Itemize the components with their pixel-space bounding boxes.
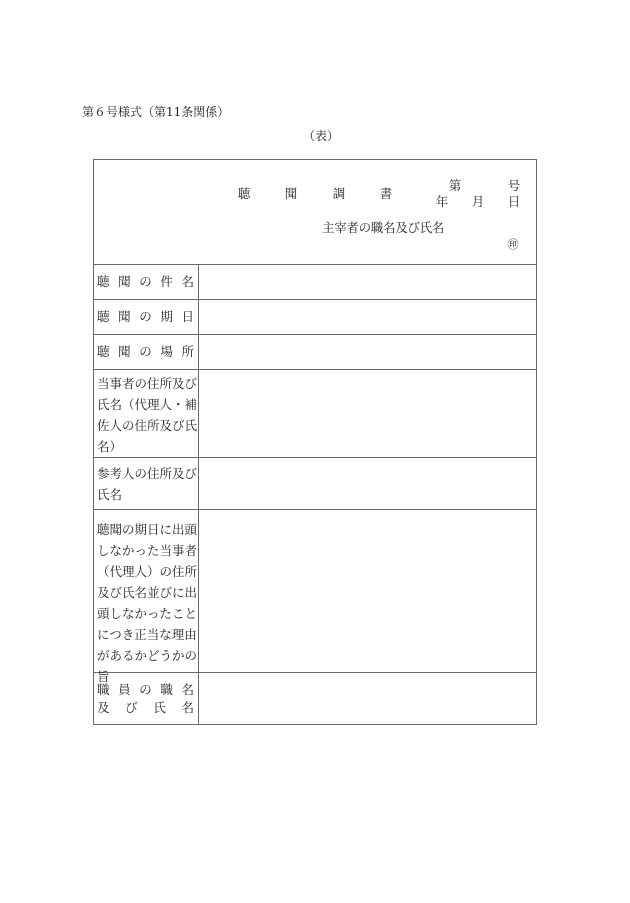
document-title-char: 書 [379, 186, 393, 201]
label-hearing-subject [97, 273, 195, 291]
label-line: 旨 [97, 669, 110, 684]
label-line: があるかどうかの [97, 648, 198, 663]
label-line: 頭しなかったこと [97, 606, 198, 621]
label-char: 聞 [118, 309, 131, 324]
document-title-char: 調 [332, 186, 346, 201]
label-char: 聴 [97, 274, 110, 289]
label-char: 及 [97, 700, 110, 715]
label-line: 聴聞の期日に出頭 [97, 522, 198, 537]
label-line: 名） [97, 439, 123, 454]
label-hearing-date [97, 308, 195, 326]
label-line: につき正当な理由 [97, 627, 197, 642]
label-line: 氏名 [97, 487, 123, 502]
document-title-char: 聴 [237, 186, 251, 201]
label-char: 所 [181, 344, 194, 359]
label-line: 及び氏名並びに出 [97, 585, 198, 600]
label-hearing-place [97, 343, 195, 361]
document-number-prefix: 第 [448, 178, 462, 193]
value-party-address-name[interactable] [199, 370, 536, 457]
label-char: 場 [160, 344, 173, 359]
label-line: しなかった当事者 [97, 543, 198, 558]
value-hearing-date[interactable] [199, 300, 536, 334]
value-absent-party-reason[interactable] [199, 510, 536, 672]
value-hearing-subject[interactable] [199, 265, 536, 299]
label-line: 当事者の住所及び [97, 376, 198, 391]
label-char: 名 [181, 682, 194, 697]
label-witness-address-name [97, 463, 198, 505]
label-char: 聞 [118, 274, 131, 289]
value-staff-title-name[interactable] [199, 673, 536, 724]
label-char: の [139, 274, 152, 289]
label-char: 聴 [97, 344, 110, 359]
label-staff-title-name [97, 681, 195, 717]
label-line: 佐人の住所及び氏 [97, 418, 198, 433]
form-number-title: 第６号様式（第11条関係） [82, 105, 230, 119]
value-witness-address-name[interactable] [199, 458, 536, 509]
document-number-suffix: 号 [507, 178, 521, 193]
label-char: 職 [97, 682, 110, 697]
label-char: 期 [160, 309, 173, 324]
label-char: 職 [160, 682, 173, 697]
value-hearing-place[interactable] [199, 335, 536, 369]
label-absent-party-reason [97, 519, 198, 687]
label-char: 名 [181, 700, 194, 715]
date-day-label: 日 [507, 194, 521, 209]
seal-icon: ㊞ [507, 238, 519, 251]
label-char: の [139, 682, 152, 697]
label-line: （代理人）の住所 [97, 564, 198, 579]
date-year-label: 年 [435, 194, 449, 209]
label-char: び [125, 700, 138, 715]
label-char: の [139, 309, 152, 324]
label-party-address-name [97, 373, 198, 457]
presider-title-and-name-label: 主宰者の職名及び氏名 [322, 220, 445, 235]
label-char: 名 [181, 274, 194, 289]
label-char: 員 [118, 682, 131, 697]
front-side-label: （表） [303, 129, 340, 143]
label-char: 件 [160, 274, 173, 289]
date-month-label: 月 [471, 194, 485, 209]
label-char: 聴 [97, 309, 110, 324]
label-char: 聞 [118, 344, 131, 359]
label-line: 氏名（代理人・補 [97, 397, 198, 412]
label-char: 氏 [153, 700, 166, 715]
document-title-char: 聞 [284, 186, 298, 201]
label-line: 参考人の住所及び [97, 466, 198, 481]
label-char: 日 [181, 309, 194, 324]
label-char: の [139, 344, 152, 359]
